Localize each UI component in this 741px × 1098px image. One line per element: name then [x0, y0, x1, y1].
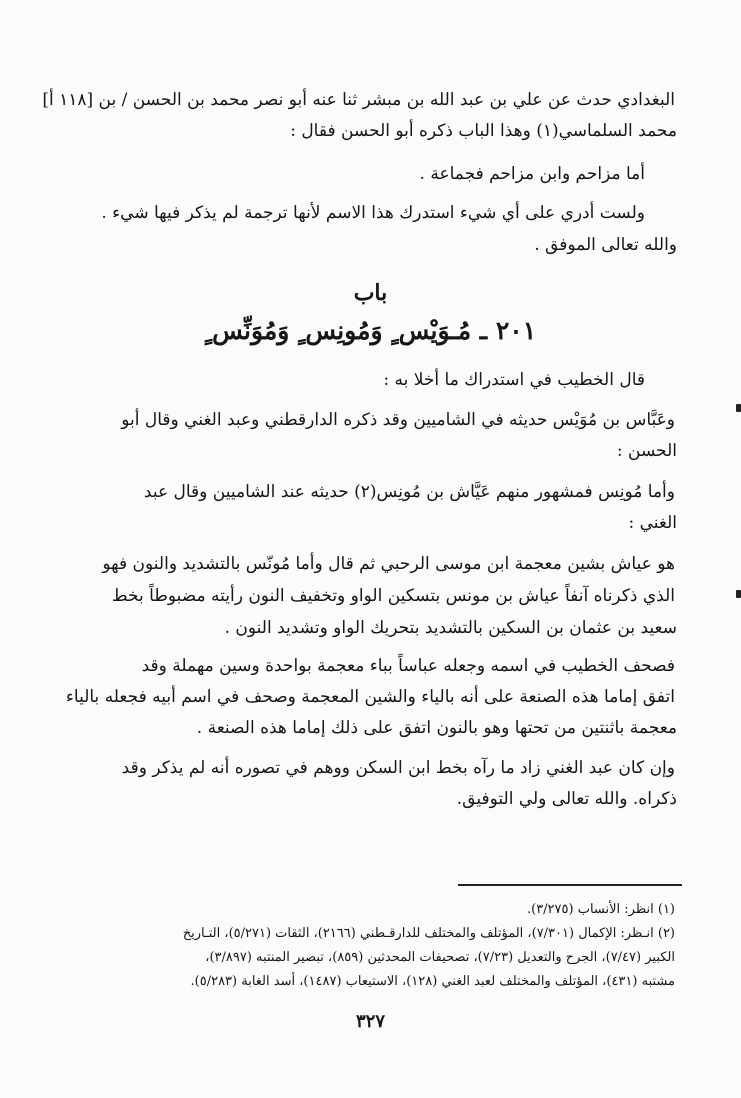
paragraph-line: قال الخطيب في استدراك ما أخلا به : — [383, 370, 645, 390]
paragraph-line: فصحف الخطيب في اسمه وجعله عباساً بباء معجمة بواحدة وسين مهملة وقد — [141, 656, 675, 676]
margin-mark — [736, 404, 741, 412]
paragraph-line: الحسن : — [616, 441, 677, 461]
paragraph-line: وأما مُونِس فمشهور منهم عَيَّاش بن مُونِس(٢) حديثه عند الشاميين وقال عبد — [143, 482, 675, 502]
footnote-line: (٢) انـظر: الإكمال (٧/٣٠١)، المؤتلف والمختلف للدارقـطني (٢١٦٦)، الثقات (٥/٢٧١)، التـاريخ — [182, 926, 675, 941]
footnote-line: الكبير (٧/٤٧)، الجرح والتعديل (٧/٢٣)، تصحيفات المحدثين (٨٥٩)، تبصير المنتبه (٣/٨٩٧)، — [205, 950, 675, 965]
footnote-line: (١) انظر: الأنساب (٣/٢٧٥). — [526, 902, 675, 917]
paragraph-line: وإن كان عبد الغني زاد ما رآه بخط ابن السكن ووهم في تصوره أنه لم يذكر وقد — [121, 758, 675, 778]
margin-mark — [736, 590, 741, 598]
paragraph-line: محمد السلماسي(١) وهذا الباب ذكره أبو الحسن فقال : — [290, 121, 677, 141]
paragraph-line: اتفق إماما هذه الصنعة على أنه بالياء والشين المعجمة وصحف في اسم أبيه فجعله بالياء — [65, 687, 675, 707]
paragraph-line: ولست أدري على أي شيء استدرك هذا الاسم لأنها ترجمة لم يذكر فيها شيء . — [101, 203, 645, 223]
footnote-line: مشتبه (٤٣١)، المؤتلف والمختلف لعبد الغني (١٢٨)، الاستيعاب (١٤٨٧)، أسد الغابة (٥/٢٨٣). — [190, 974, 675, 989]
chapter-title: ٢٠١ ـ مُـوَيْس ٍ وَمُونِس ٍ وَمُوَنِّس ٍ — [204, 316, 537, 345]
paragraph-line: والله تعالى الموفق . — [534, 235, 677, 255]
paragraph-line: الذي ذكرناه آنفاً عياش بن مونس بتسكين الواو وتخفيف النون رأيته مضبوطاً بخط — [111, 586, 675, 606]
chapter-label: باب — [353, 280, 388, 306]
paragraph-line: وعَبَّاس بن مُوَيْس حديثه في الشاميين وقد ذكره الدارقطني وعبد الغني وقال أبو — [121, 410, 675, 430]
paragraph-line: سعيد بن عثمان بن السكين بالتشديد بتحريك الواو وتشديد النون . — [224, 618, 677, 638]
paragraph-line: هو عياش بشين معجمة ابن موسى الرحبي ثم قال وأما مُونّس بالتشديد والنون فهو — [102, 554, 675, 574]
page-number: ٣٢٧ — [355, 1011, 385, 1032]
paragraph-line: الغني : — [628, 513, 677, 533]
paragraph-line: ذكراه. والله تعالى ولي التوفيق. — [456, 789, 677, 809]
paragraph-line: معجمة باثنتين من تحتها وهو بالنون اتفق على ذلك إماما هذه الصنعة . — [196, 718, 677, 738]
footnote-separator — [458, 884, 682, 886]
paragraph-line: البغدادي حدث عن علي بن عبد الله بن مبشر ثنا عنه أبو نصر محمد بن الحسن / بن [١١٨ أ] — [42, 90, 675, 110]
paragraph-line: أما مزاحم وابن مزاحم فجماعة . — [419, 164, 645, 184]
